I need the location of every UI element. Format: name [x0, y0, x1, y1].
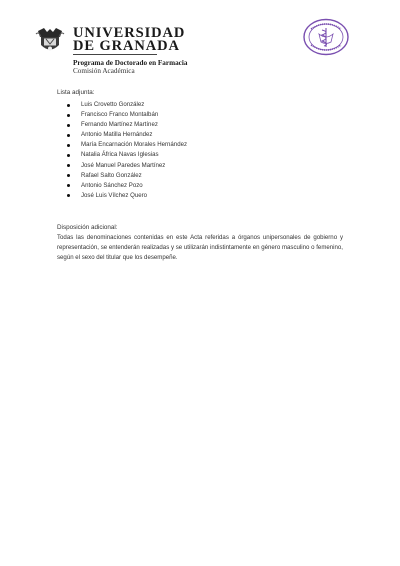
university-name-line-2: DE GRANADA	[73, 37, 180, 54]
list-item	[67, 171, 187, 181]
bullet-icon	[67, 154, 70, 157]
bullet-icon	[67, 134, 70, 137]
university-name	[73, 27, 185, 52]
list-item	[67, 100, 187, 110]
list-item-label: Francisco Franco Montalbán	[81, 111, 159, 119]
list-item-label: Fernando Martínez Martínez	[81, 121, 158, 129]
list-item-label: José Manuel Paredes Martínez	[81, 161, 166, 169]
list-item-label: María Encarnación Morales Hernández	[81, 141, 188, 149]
list-item-label: Antonio Matilla Hernández	[81, 131, 153, 139]
list-item	[67, 130, 187, 140]
header-divider	[73, 54, 157, 55]
list-item	[67, 110, 187, 120]
list-item	[67, 161, 187, 171]
bullet-icon	[67, 164, 70, 167]
bullet-icon	[67, 194, 70, 197]
list-item-label: José Luis Vílchez Quero	[81, 191, 148, 199]
list-item-label: Rafael Salto González	[81, 171, 142, 179]
list-item	[67, 140, 187, 150]
bullet-icon	[67, 114, 70, 117]
program-title: Programa de Doctorado en Farmacia	[73, 59, 188, 67]
university-name-line-1: UNIVERSIDAD	[73, 25, 186, 41]
commission-subtitle: Comisión Académica	[73, 67, 135, 75]
attendee-list	[67, 100, 187, 201]
list-item	[67, 181, 187, 191]
disposition-paragraph: Todas las denominaciones contenidas en este Acta referidas a órganos unipersonales de gobierno y representación, se entenderán realizadas y se utilizarán indistintamente en género masculino o femenino, según el sexo del titular que los desempeñe.	[57, 234, 343, 262]
list-item	[67, 191, 187, 201]
list-item	[67, 120, 187, 130]
list-heading: Lista adjunta:	[57, 89, 95, 96]
bullet-icon	[67, 144, 70, 147]
bullet-icon	[67, 184, 70, 187]
disposition-heading: Disposición adicional:	[57, 224, 118, 231]
bullet-icon	[67, 124, 70, 127]
list-item-label: Antonio Sánchez Pozo	[81, 181, 143, 189]
list-item-label: Luis Crovetto González	[81, 101, 145, 108]
bullet-icon	[67, 174, 70, 177]
list-item	[67, 150, 187, 160]
faculty-seal-logo	[302, 18, 350, 56]
bullet-icon	[67, 104, 70, 107]
list-item-label: Natalia África Navas Iglesias	[81, 151, 159, 159]
university-coat-of-arms-logo	[34, 25, 66, 55]
